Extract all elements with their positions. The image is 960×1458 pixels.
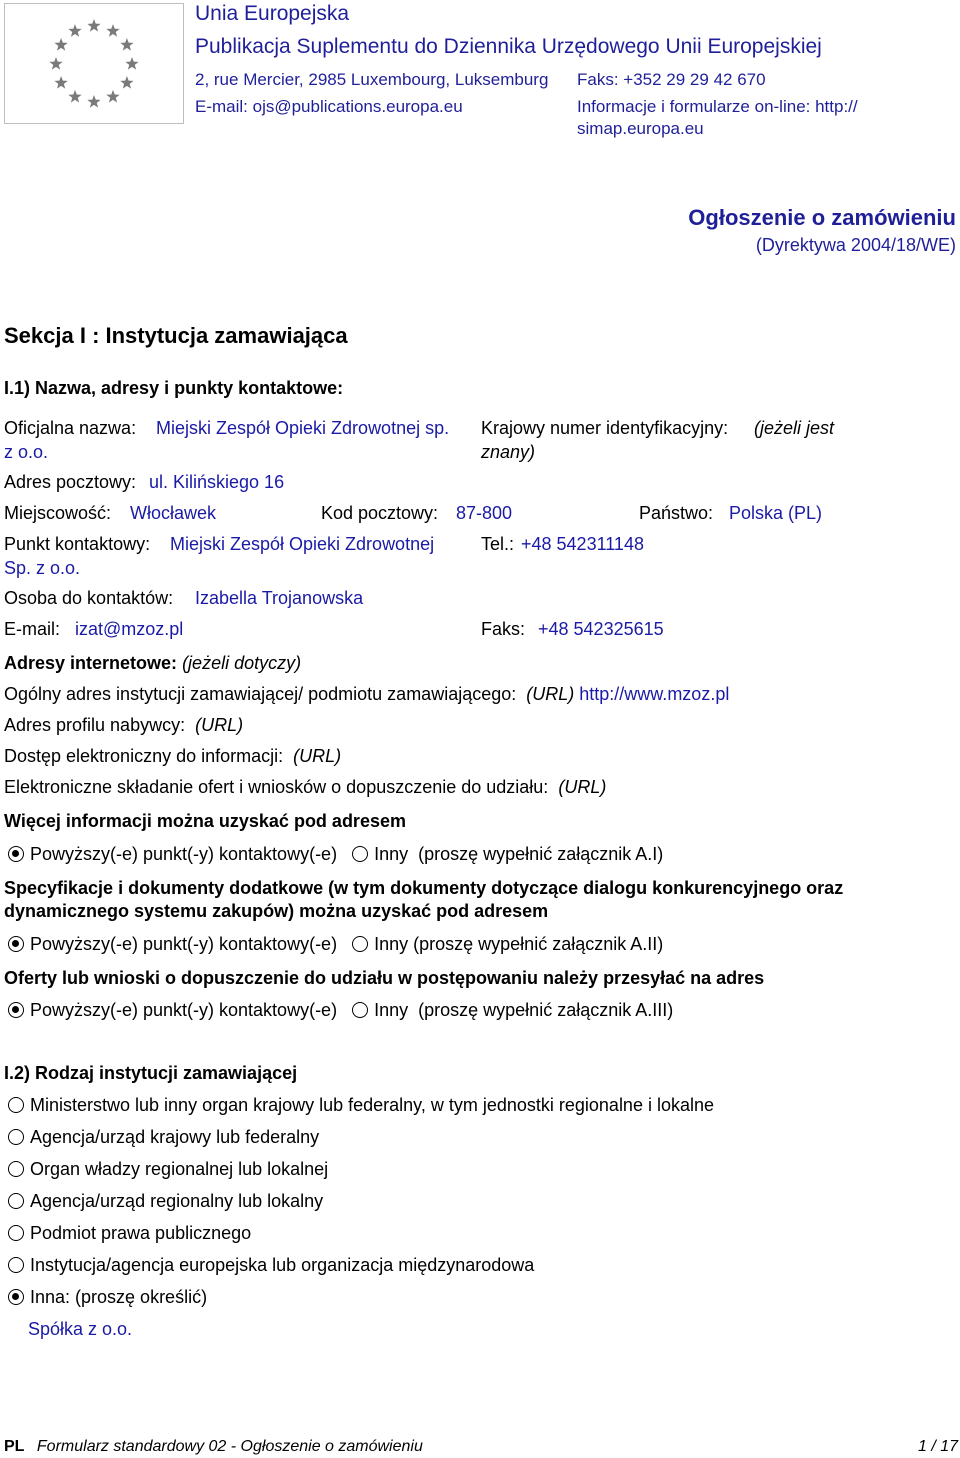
- eu-star-icon: [87, 95, 100, 108]
- offers-option-contact: Powyższy(-e) punkt(-y) kontaktowy(-e): [30, 1000, 338, 1020]
- postcode-label: Kod pocztowy:: [321, 503, 439, 523]
- tel-label: Tel.:: [481, 534, 515, 554]
- eu-star-icon: [120, 76, 133, 89]
- authority-type-radio[interactable]: [8, 1129, 24, 1145]
- more-info-options: [8, 844, 663, 865]
- eu-star-icon: [54, 76, 67, 89]
- authority-type-label: Instytucja/agencja europejska lub organizacja międzynarodowa: [30, 1255, 535, 1275]
- offers-radio-other[interactable]: [352, 1002, 368, 1018]
- eu-stars-icon: [5, 4, 183, 123]
- authority-type-option[interactable]: [8, 1159, 328, 1180]
- authority-type-option[interactable]: [8, 1287, 207, 1308]
- esubmission-label: Elektroniczne składanie ofert i wniosków o dopuszczenie do udziału:: [4, 777, 549, 797]
- contact-point-value-line2: Sp. z o.o.: [4, 558, 81, 578]
- more-info-radio-contact[interactable]: [8, 846, 24, 862]
- authority-type-label: Inna: (proszę określić): [30, 1287, 208, 1307]
- internet-addresses-heading: [4, 653, 301, 674]
- spec-options: [8, 934, 663, 955]
- header-org: Unia Europejska: [195, 2, 350, 25]
- spec-option-contact: Powyższy(-e) punkt(-y) kontaktowy(-e): [30, 934, 338, 954]
- section-title: Sekcja I : Instytucja zamawiająca: [4, 323, 348, 348]
- spec-title-line2: dynamicznego systemu zakupów) można uzyskać pod adresem: [4, 901, 549, 921]
- official-name-value-line2: z o.o.: [4, 442, 49, 462]
- authority-type-label: Podmiot prawa publicznego: [30, 1223, 252, 1243]
- i2-title: I.2) Rodzaj instytucji zamawiającej: [4, 1063, 298, 1083]
- eu-star-icon: [106, 90, 119, 103]
- authority-type-option[interactable]: [8, 1223, 251, 1244]
- authority-other-value: Spółka z o.o.: [28, 1319, 133, 1339]
- contact-point-label: Punkt kontaktowy:: [4, 534, 151, 554]
- eu-star-icon: [87, 19, 100, 32]
- contact-person-label: Osoba do kontaktów:: [4, 588, 174, 608]
- fax-label: Faks:: [481, 619, 526, 639]
- eu-star-icon: [68, 24, 81, 37]
- header-fax: Faks: +352 29 29 42 670: [577, 70, 766, 89]
- eu-star-icon: [49, 57, 62, 70]
- email-value[interactable]: izat@mzoz.pl: [75, 619, 184, 639]
- esubmission-row: [4, 777, 606, 798]
- offers-title: Oferty lub wnioski o dopuszczenie do udziału w postępowaniu należy przesyłać na adres: [4, 968, 765, 988]
- header-info-line2[interactable]: simap.europa.eu: [577, 119, 704, 138]
- footer-page-number: 1 / 17: [917, 1438, 958, 1455]
- spec-option-other-note: (proszę wypełnić załącznik A.II): [413, 934, 664, 954]
- eu-star-icon: [106, 24, 119, 37]
- eaccess-url-tag: (URL): [293, 746, 342, 766]
- internet-addresses-label: Adresy internetowe:: [4, 653, 178, 673]
- postcode-value: 87-800: [456, 503, 513, 523]
- authority-type-option[interactable]: [8, 1191, 323, 1212]
- contact-person-value: Izabella Trojanowska: [195, 588, 364, 608]
- authority-type-option[interactable]: [8, 1255, 534, 1276]
- spec-title-line1: Specyfikacje i dokumenty dodatkowe (w tym dokumenty dotyczące dialogu konkurencyjnego oraz: [4, 878, 844, 898]
- contact-point-value-line1: Miejski Zespół Opieki Zdrowotnej: [170, 534, 435, 554]
- internet-addresses-note: (jeżeli dotyczy): [182, 653, 302, 673]
- fax-value: +48 542325615: [538, 619, 664, 639]
- eaccess-row: [4, 746, 341, 767]
- postal-address-value: ul. Kilińskiego 16: [149, 472, 285, 492]
- footer-lang: PL: [4, 1438, 25, 1455]
- authority-type-label: Agencja/urząd krajowy lub federalny: [30, 1127, 320, 1147]
- more-info-option-contact: Powyższy(-e) punkt(-y) kontaktowy(-e): [30, 844, 338, 864]
- official-name-label: Oficjalna nazwa:: [4, 418, 137, 438]
- national-id-note-line2: znany): [481, 442, 536, 462]
- offers-option-other: Inny: [374, 1000, 409, 1020]
- eu-star-icon: [68, 90, 81, 103]
- authority-type-radio[interactable]: [8, 1161, 24, 1177]
- eaccess-label: Dostęp elektroniczny do informacji:: [4, 746, 284, 766]
- postal-address-label: Adres pocztowy:: [4, 472, 137, 492]
- email-label: E-mail:: [4, 619, 61, 639]
- offers-options: [8, 1000, 673, 1021]
- authority-type-option[interactable]: [8, 1095, 714, 1116]
- authority-type-radio[interactable]: [8, 1289, 24, 1305]
- eu-star-icon: [54, 38, 67, 51]
- spec-radio-other[interactable]: [352, 936, 368, 952]
- more-info-title: Więcej informacji można uzyskać pod adresem: [4, 811, 406, 831]
- authority-type-option[interactable]: [8, 1127, 319, 1148]
- authority-type-label: Ministerstwo lub inny organ krajowy lub federalny, w tym jednostki regionalne i lokalne: [30, 1095, 714, 1115]
- spec-option-other: Inny: [374, 934, 409, 954]
- city-value: Włocławek: [130, 503, 217, 523]
- header-publication: Publikacja Suplementu do Dziennika Urzędowego Unii Europejskiej: [195, 35, 822, 58]
- general-address-label: Ogólny adres instytucji zamawiającej/ podmiotu zamawiającego:: [4, 684, 517, 704]
- notice-directive: (Dyrektywa 2004/18/WE): [755, 235, 956, 255]
- official-name-value-line1: Miejski Zespół Opieki Zdrowotnej sp.: [156, 418, 450, 438]
- eu-star-icon: [120, 38, 133, 51]
- eu-logo: [4, 3, 184, 124]
- country-value: Polska (PL): [729, 503, 823, 523]
- offers-radio-contact[interactable]: [8, 1002, 24, 1018]
- buyer-profile-label: Adres profilu nabywcy:: [4, 715, 186, 735]
- eu-star-icon: [125, 57, 138, 70]
- authority-type-radio[interactable]: [8, 1257, 24, 1273]
- header-email[interactable]: E-mail: ojs@publications.europa.eu: [195, 97, 463, 116]
- more-info-option-other-note: (proszę wypełnić załącznik A.I): [418, 844, 664, 864]
- header-address: 2, rue Mercier, 2985 Luxembourg, Luksemburg: [195, 70, 549, 89]
- buyer-profile-url-tag: (URL): [195, 715, 244, 735]
- i1-title: I.1) Nazwa, adresy i punkty kontaktowe:: [4, 378, 344, 398]
- city-label: Miejscowość:: [4, 503, 112, 523]
- national-id-note-line1: (jeżeli jest: [754, 418, 835, 438]
- footer-form: Formularz standardowy 02 - Ogłoszenie o zamówieniu: [36, 1438, 423, 1455]
- general-address-row: [4, 684, 729, 705]
- country-label: Państwo:: [639, 503, 714, 523]
- general-address-url-tag: (URL): [526, 684, 575, 704]
- notice-title: Ogłoszenie o zamówieniu: [688, 205, 956, 230]
- header-info-line1[interactable]: Informacje i formularze on-line: http://: [577, 97, 858, 116]
- more-info-option-other: Inny: [374, 844, 409, 864]
- tel-value: +48 542311148: [521, 534, 644, 554]
- offers-option-other-note: (proszę wypełnić załącznik A.III): [418, 1000, 674, 1020]
- buyer-profile-row: [4, 715, 243, 736]
- general-address-link[interactable]: http://www.mzoz.pl: [579, 684, 730, 704]
- authority-type-label: Organ władzy regionalnej lub lokalnej: [30, 1159, 329, 1179]
- authority-type-label: Agencja/urząd regionalny lub lokalny: [30, 1191, 324, 1211]
- authority-type-radio[interactable]: [8, 1193, 24, 1209]
- authority-type-radio[interactable]: [8, 1097, 24, 1113]
- authority-type-radio[interactable]: [8, 1225, 24, 1241]
- more-info-radio-other[interactable]: [352, 846, 368, 862]
- esubmission-url-tag: (URL): [558, 777, 607, 797]
- national-id-label: Krajowy numer identyfikacyjny:: [481, 418, 729, 438]
- page-footer: [4, 1438, 958, 1456]
- spec-radio-contact[interactable]: [8, 936, 24, 952]
